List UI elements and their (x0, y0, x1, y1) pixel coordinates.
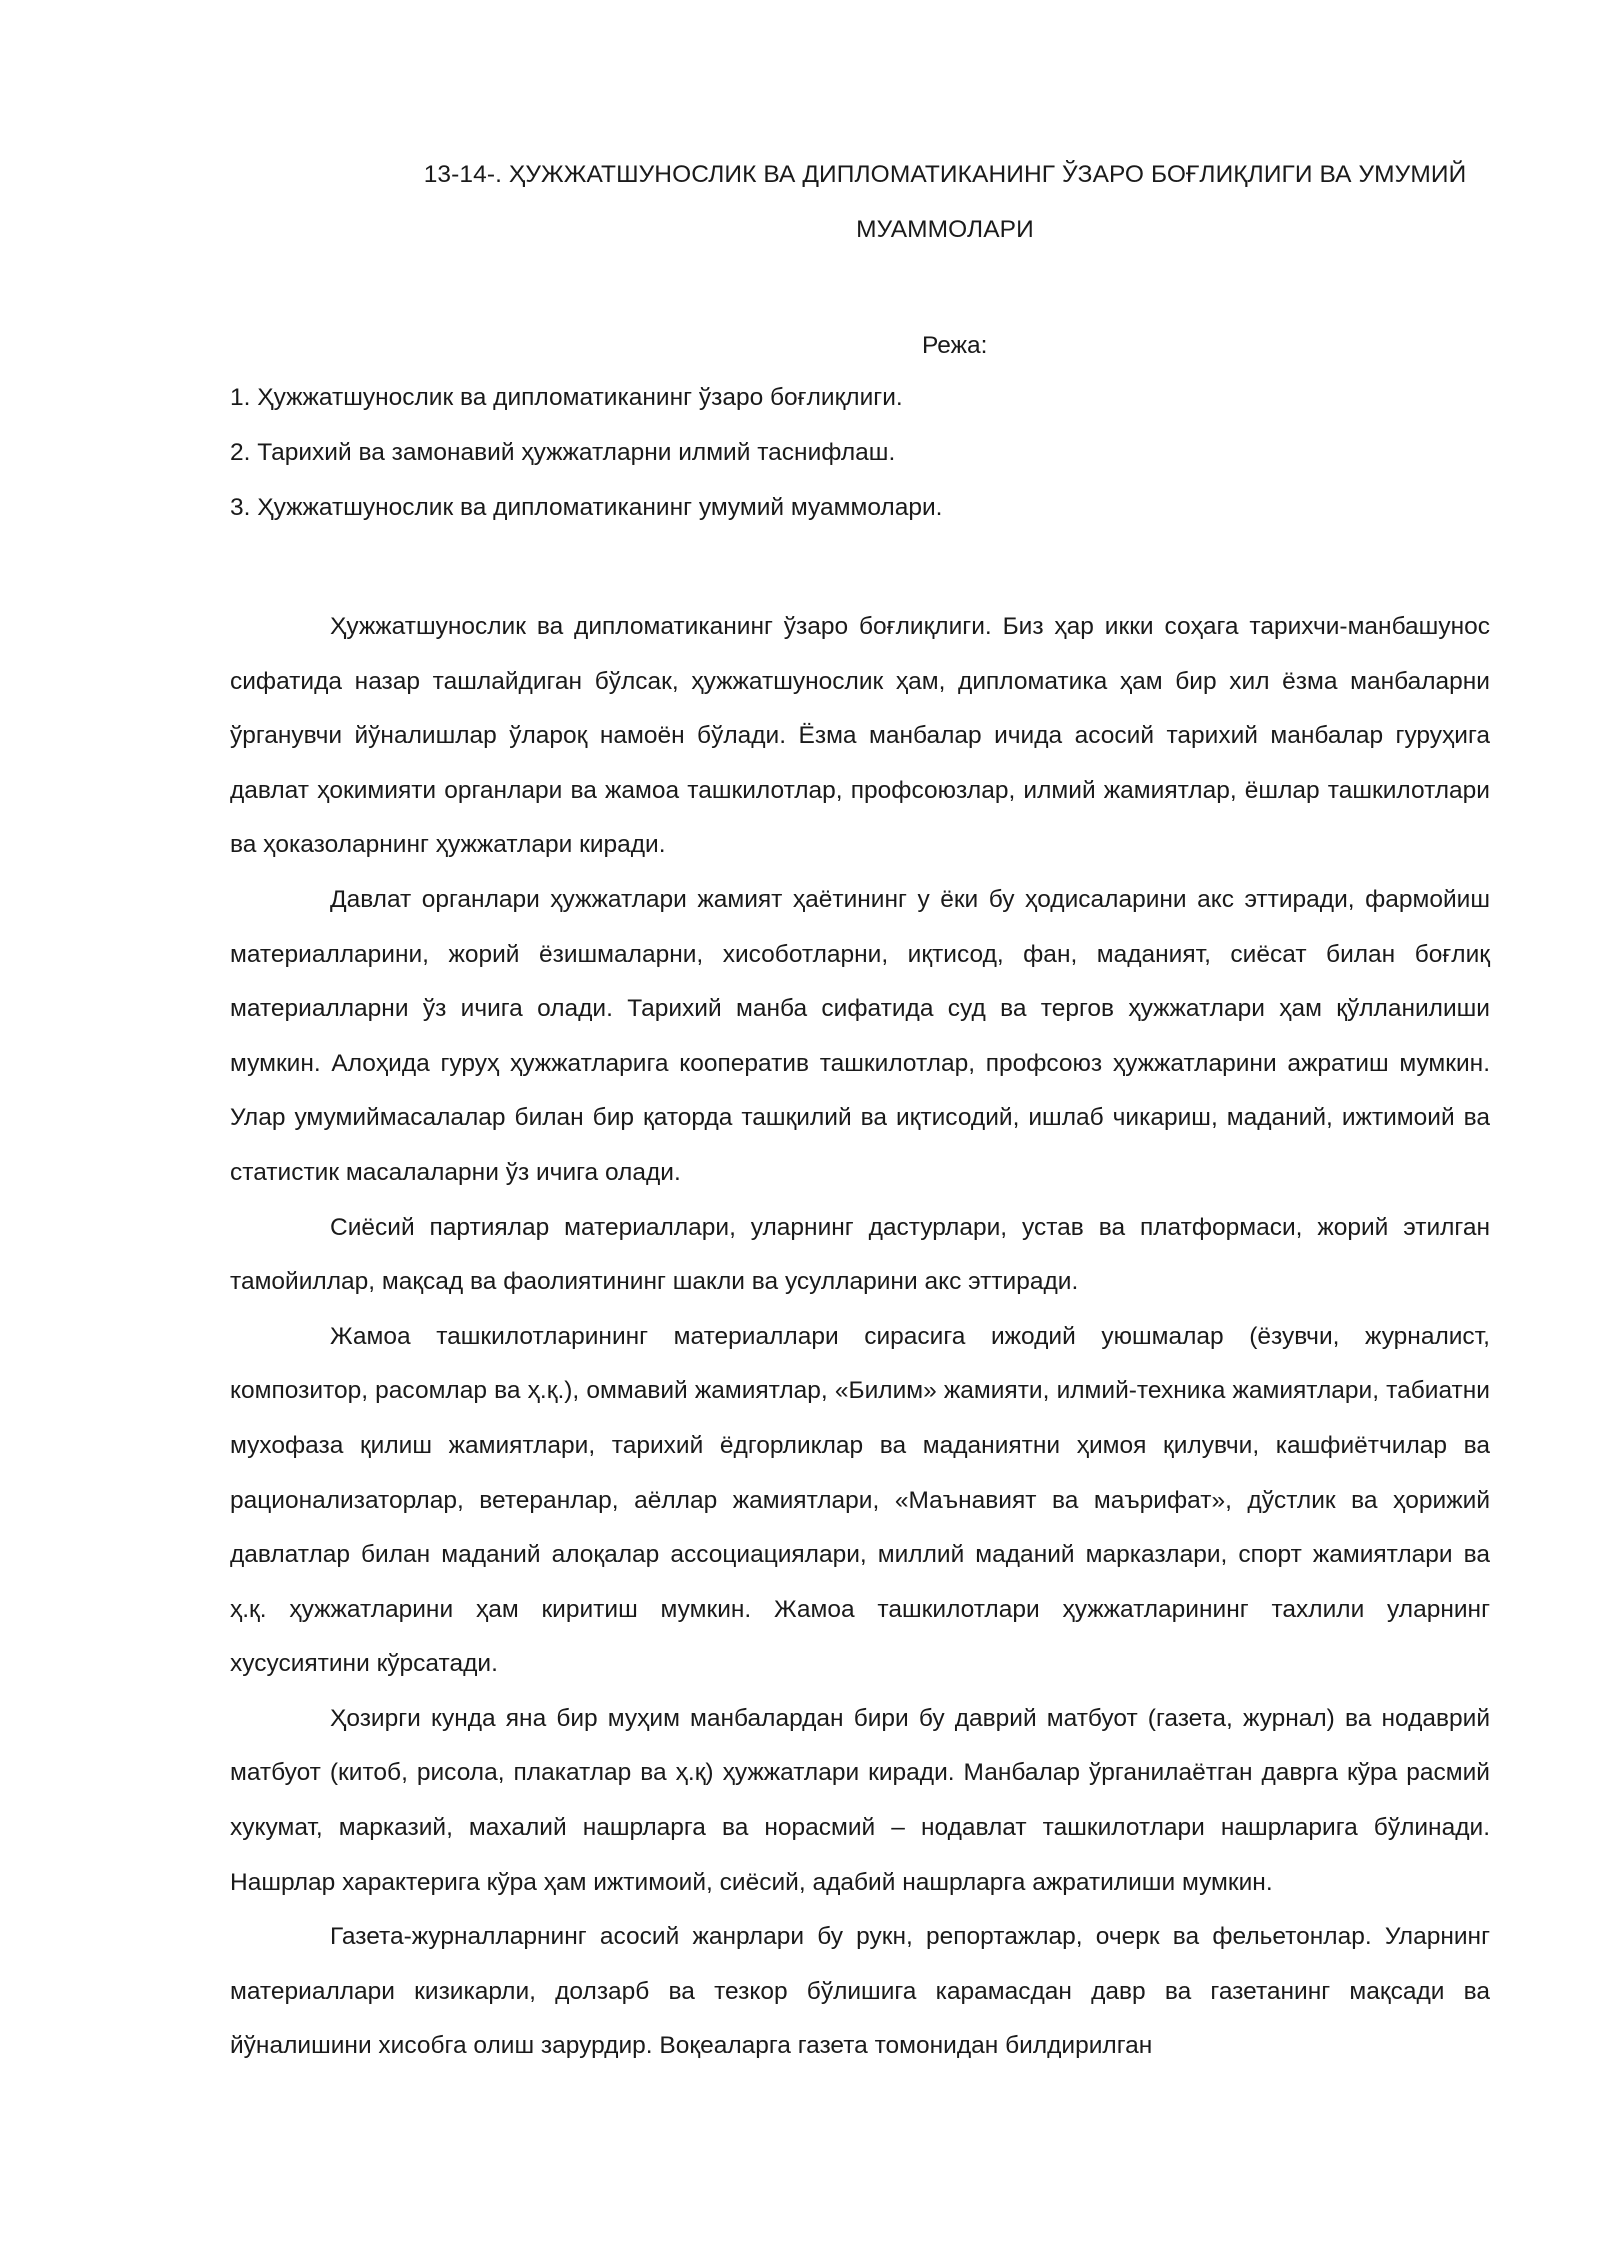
body-paragraph: Жамоа ташкилотларининг материаллари сирасига ижодий уюшмалар (ёзувчи, журналист, композитор, расомлар ва ҳ.қ.), оммавий жамиятлар, «Билим» жамияти, илмий-техника жамиятлари, табиатни мухофаза қилиш жамиятлари, тарихий ёдгорликлар ва маданиятни ҳимоя қилувчи, кашфиётчилар ва рационализаторлар, ветеранлар, аёллар жамиятлари, «Маънавият ва маърифат», дўстлик ва ҳорижий давлатлар билан маданий алоқалар ассоциациялари, миллий маданий марказлари, спорт жамиятлари ва ҳ.қ. ҳужжатларини ҳам киритиш мумкин. Жамоа ташкилотлари ҳужжатларининг тахлили уларнинг хусусиятини кўрсатади. (230, 1322, 1490, 1678)
document-title (360, 147, 1530, 257)
plan-item: 3. Ҳужжатшунослик ва дипломатиканинг умумий муаммолари. (230, 494, 943, 521)
body-text (230, 600, 1490, 2074)
title-line-2: МУАММОЛАРИ (856, 216, 1034, 243)
body-paragraph: Газета-журналларнинг асосий жанрлари бу рукн, репортажлар, очерк ва фельетонлар. Уларнинг материаллари кизикарли, долзарб ва тезкор бўлишига карамасдан давр ва газетанинг мақсади ва йўналишини хисобга олиш зарурдир. Воқеаларга газета томонидан билдирилган (230, 1923, 1490, 2060)
plan-list (230, 381, 942, 546)
title-line-1: 13-14-. ҲУЖЖАТШУНОСЛИК ВА ДИПЛОМАТИКАНИНГ ЎЗАРО БОҒЛИҚЛИГИ ВА УМУМИЙ (423, 161, 1467, 188)
body-paragraph: Ҳозирги кунда яна бир муҳим манбалардан бири бу даврий матбуот (газета, журнал) ва нодаврий матбуот (китоб, рисола, плакатлар ва ҳ.қ) ҳужжатлари киради. Манбалар ўрганилаётган даврга кўра расмий хукумат, марказий, махалий нашрларга ва норасмий – нодавлат ташкилотлари нашрларига бўлинади. Нашрлар характерига кўра ҳам ижтимоий, сиёсий, адабий нашрларга ажратилиши мумкин. (230, 1704, 1490, 1896)
body-paragraph: Давлат органлари ҳужжатлари жамият ҳаётининг у ёки бу ҳодисаларини акс эттиради, фармойиш материалларини, жорий ёзишмаларни, хисоботларни, иқтисод, фан, маданият, сиёсат билан боғлиқ материалларни ўз ичига олади. Тарихий манба сифатида суд ва тергов ҳужжатлари ҳам қўлланилиши мумкин. Алоҳида гуруҳ ҳужжатларига кооператив ташкилотлар, профсоюз ҳужжатларини ажратиш мумкин. Улар умумиймасалалар билан бир қаторда ташқилий ва иқтисодий, ишлаб чикариш, маданий, ижтимоий ва статистик масалаларни ўз ичига олади. (230, 885, 1490, 1186)
body-paragraph: Сиёсий партиялар материаллари, уларнинг дастурлари, устав ва платформаси, жорий этилган тамойиллар, мақсад ва фаолиятининг шакли ва усулларини акс эттиради. (230, 1213, 1490, 1296)
plan-item: 1. Ҳужжатшунослик ва дипломатиканинг ўзаро боғлиқлиги. (230, 384, 903, 411)
plan-item: 2. Тарихий ва замонавий ҳужжатларни илмий таснифлаш. (230, 439, 896, 466)
plan-heading: Режа: (922, 332, 988, 359)
body-paragraph: Ҳужжатшунослик ва дипломатиканинг ўзаро боғлиқлиги. Биз ҳар икки соҳага тарихчи-манбашунос сифатида назар ташлайдиган бўлсак, ҳужжатшунослик ҳам, дипломатика ҳам бир хил ёзма манбаларни ўрганувчи йўналишлар ўлароқ намоён бўлади. Ёзма манбалар ичида асосий тарихий манбалар гуруҳига давлат ҳокимияти органлари ва жамоа ташкилотлар, профсоюзлар, илмий жамиятлар, ёшлар ташкилотлари ва ҳоказоларнинг ҳужжатлари киради. (230, 613, 1490, 859)
